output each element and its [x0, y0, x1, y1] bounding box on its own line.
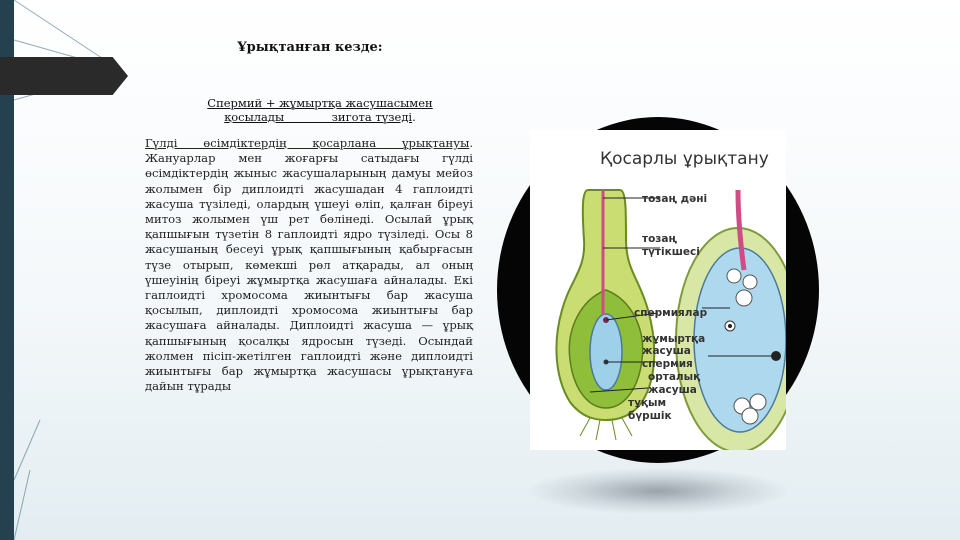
label-seed-1: тұқым: [628, 397, 667, 409]
label-central-2: жасуша: [648, 384, 697, 396]
formula-line-2: қосылады зигота түзеді: [224, 110, 413, 124]
body-paragraph: [145, 136, 473, 394]
body-lead-term: Гүлді өсімдіктердің қосарлана ұрықтануы: [145, 136, 470, 150]
label-sperm: спермия: [642, 358, 693, 370]
dark-arrow-tab: [0, 57, 128, 95]
label-central-1: орталық: [648, 371, 701, 383]
embryo-sac-illustration: [676, 190, 786, 450]
oval-shadow: [528, 468, 788, 514]
formula-line-1: Спермий + жұмыртқа жасушасымен: [207, 96, 433, 110]
formula-text: [170, 96, 470, 124]
label-tube-1: тозаң: [642, 233, 677, 245]
formula-end: .: [412, 110, 416, 124]
label-egg-2: жасуша: [642, 345, 691, 357]
label-pollen: тозаң дәні: [642, 193, 708, 205]
label-seed-2: бүршік: [628, 410, 672, 422]
fertilization-diagram: [530, 130, 786, 450]
label-sperms: спермиялар: [634, 307, 708, 319]
label-tube-2: түтікшесі: [642, 246, 700, 258]
diagram-title: Қосарлы ұрықтану: [600, 149, 769, 169]
body-rest: . Жануарлар мен жоғарғы сатыдағы гүлді өсімдіктердің жыныс жасушаларының дамуы мейоз жолымен бір диплоидті жасушадан 4 гаплоидті жасуша түзіледі, олардың үшеуі өліп, қалған біреуі митоз жолымен үш рет бөлінеді. Осылай ұрық қапшығын түзетін 8 гаплоидті ядро түзіледі. Осы 8 жасушаның бесеуі ұрық қапшығының қабырғасын түзе отырып, көмекші рөл атқарады, ал оның үшеуінің біреуі жұмыртқа жасушаға айналады. Екі гаплоидті хромосома жиынтығы бар жасуша қосылып, диплоидті хромосома жиынтығы бар жасушаға айналады. Диплоидті жасуша — ұрық қапшығының қосалқы ядросын түзеді. Осындай жолмен пісіп-жетілген гаплоидті және диплоидті жиынтығы бар жұмыртқа жасушасы ұрықтануға дайын тұрады: [145, 136, 473, 394]
label-egg-1: жұмыртқа: [642, 333, 706, 345]
slide-title: Ұрықтанған кезде:: [237, 40, 383, 55]
